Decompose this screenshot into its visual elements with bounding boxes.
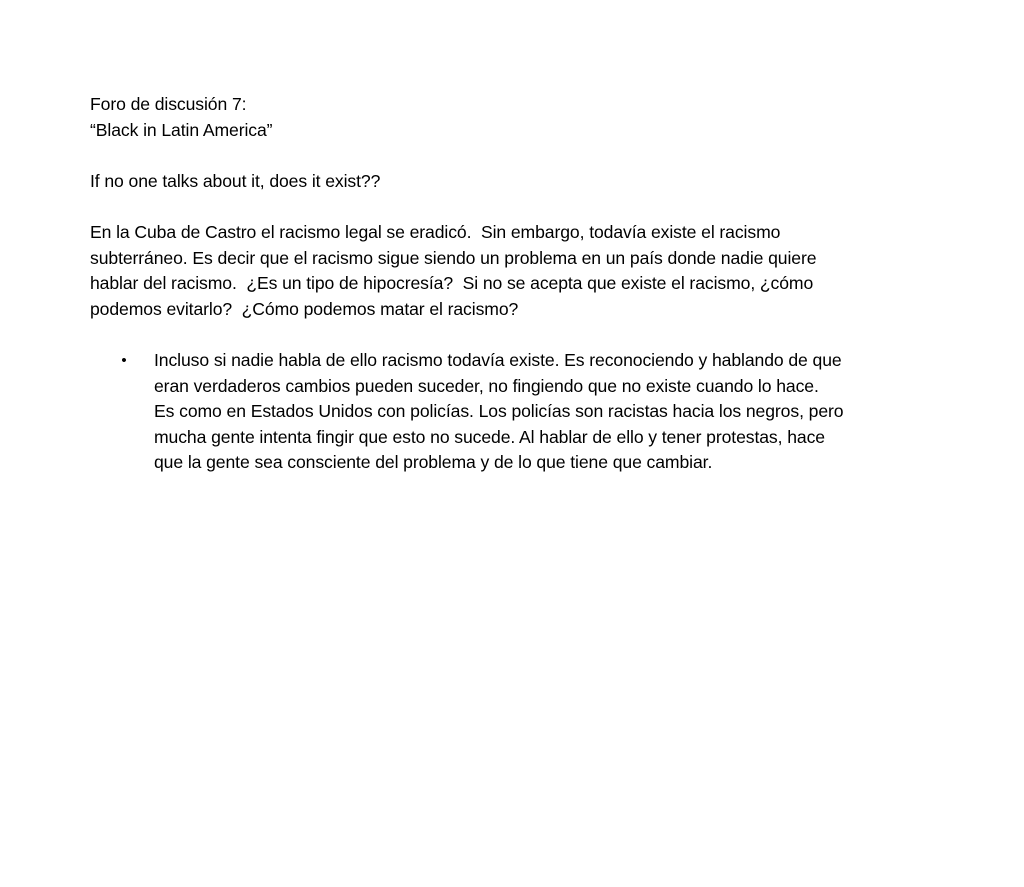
spacer — [90, 143, 930, 169]
paragraph-line: podemos evitarlo? ¿Cómo podemos matar el racismo? — [90, 298, 519, 319]
bullet-line: Es como en Estados Unidos con policías. Los policías son racistas hacia los negros, pero — [154, 401, 844, 422]
forum-subtitle: “Black in Latin America” — [90, 119, 273, 140]
bullet-line: mucha gente intenta fingir que esto no sucede. Al hablar de ello y tener protestas, hace — [154, 426, 825, 447]
spacer — [90, 322, 930, 348]
discussion-question: If no one talks about it, does it exist?? — [90, 170, 381, 191]
forum-title: Foro de discusión 7: — [90, 94, 247, 114]
paragraph-line: subterráneo. Es decir que el racismo sigue siendo un problema en un país donde nadie quiere — [90, 247, 817, 268]
paragraph-line: En la Cuba de Castro el racismo legal se eradicó. Sin embargo, todavía existe el racismo — [90, 221, 781, 242]
bullet-line: que la gente sea consciente del problema y de lo que tiene que cambiar. — [154, 452, 713, 473]
bullet-line: eran verdaderos cambios pueden suceder, no fingiendo que no existe cuando lo hace. — [154, 375, 819, 396]
paragraph-line: hablar del racismo. ¿Es un tipo de hipocresía? Si no se acepta que existe el racismo, ¿cómo — [90, 273, 814, 294]
bullet-line: Incluso si nadie habla de ello racismo todavía existe. Es reconociendo y hablando de que — [154, 349, 842, 370]
response-bullet — [121, 348, 930, 476]
document-body — [90, 92, 930, 476]
bullet-icon: • — [121, 351, 127, 369]
prompt-paragraph — [90, 220, 930, 322]
spacer — [90, 194, 930, 220]
